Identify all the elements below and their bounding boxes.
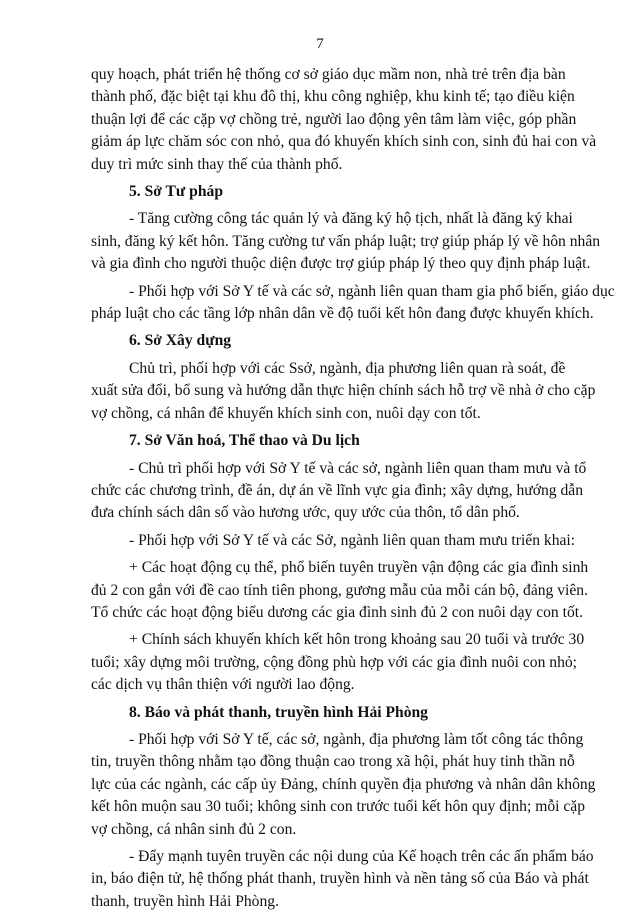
text-line: - Chủ trì phối hợp với Sở Y tế và các sở, ngành liên quan tham mưu và tổ (129, 459, 587, 477)
text-line: - Phối hợp với Sở Y tế và các Sở, ngành liên quan tham mưu triển khai: (129, 531, 576, 549)
text-line: đủ 2 con gắn với đề cao tính tiên phong, gương mẫu của mỗi cán bộ, đảng viên. (91, 581, 588, 599)
text-line: + Chính sách khuyến khích kết hôn trong khoảng sau 20 tuổi và trước 30 (129, 631, 585, 649)
text-line: thanh, truyền hình Hải Phòng. (91, 892, 279, 910)
text-line: quy hoạch, phát triển hệ thống cơ sở giáo dục mầm non, nhà trẻ trên địa bàn (91, 66, 566, 83)
text-line: - Đẩy mạnh tuyên truyền các nội dung của Kế hoạch trên các ấn phẩm báo (129, 848, 594, 865)
paragraph (91, 846, 594, 913)
paragraph (91, 729, 596, 841)
text-line: giảm áp lực chăm sóc con nhỏ, qua đó khuyến khích sinh con, sinh đủ hai con và (91, 133, 597, 151)
text-line: lực của các ngành, các cấp ủy Đảng, chính quyền địa phương và nhân dân không (91, 775, 596, 793)
document-body (91, 64, 615, 918)
paragraph (91, 557, 589, 624)
text-line: thuận lợi để các cặp vợ chồng trẻ, người lao động yên tâm làm việc, góp phần (91, 110, 577, 128)
text-line: + Các hoạt động cụ thể, phổ biến tuyên truyền vận động các gia đình sinh (129, 559, 589, 577)
text-line: và gia đình cho người thuộc diện được trợ giúp pháp lý theo quy định pháp luật. (91, 255, 591, 273)
text-line: xuất sửa đổi, bổ sung và hướng dẫn thực hiện chính sách hỗ trợ về nhà ở cho cặp (91, 382, 596, 400)
paragraph (91, 281, 615, 326)
text-line: kết hôn muộn sau 30 tuổi; không sinh con trước tuổi kết hôn quy định; mỗi cặp (91, 798, 585, 816)
page-number: 7 (316, 36, 324, 52)
section-heading: 5. Sở Tư pháp (129, 183, 223, 201)
text-line: - Phối hợp với Sở Y tế, các sở, ngành, địa phương làm tốt công tác thông (129, 730, 584, 748)
text-line: tuổi; xây dựng môi trường, cộng đồng phù hợp với các gia đình nuôi con nhỏ; (91, 653, 578, 671)
text-line: đưa chính sách dân số vào hương ước, quy ước của thôn, tổ dân phố. (91, 504, 520, 522)
text-line: vợ chồng, cá nhân sinh đủ 2 con. (91, 820, 297, 838)
text-line: Tổ chức các hoạt động biểu dương các gia đình sinh đủ 2 con nuôi dạy con tốt. (91, 603, 583, 621)
paragraph (91, 629, 585, 696)
paragraph (91, 458, 587, 525)
paragraph (91, 208, 601, 275)
text-line: - Phối hợp với Sở Y tế và các sở, ngành liên quan tham gia phổ biến, giáo dục (129, 282, 615, 300)
paragraph (91, 358, 596, 425)
paragraph (91, 64, 597, 176)
text-line: duy trì mức sinh thay thế của thành phố. (91, 155, 343, 173)
text-line: pháp luật cho các tầng lớp nhân dân về độ tuổi kết hôn đang được khuyến khích. (91, 305, 594, 323)
section-heading: 8. Báo và phát thanh, truyền hình Hải Phòng (129, 703, 428, 721)
paragraph (91, 530, 576, 552)
text-line: chức các chương trình, đề án, dự án về lĩnh vực gia đình; xây dựng, hướng dẫn (91, 481, 584, 499)
text-line: vợ chồng, cá nhân để khuyến khích sinh con, nuôi dạy con tốt. (91, 404, 481, 422)
text-line: - Tăng cường công tác quản lý và đăng ký hộ tịch, nhất là đăng ký khai (129, 210, 573, 228)
text-line: Chủ trì, phối hợp với các Ssở, ngành, địa phương liên quan rà soát, đề (129, 359, 566, 377)
section-heading: 6. Sở Xây dựng (129, 332, 232, 350)
text-line: sinh, đăng ký kết hôn. Tăng cường tư vấn pháp luật; trợ giúp pháp lý về hôn nhân (91, 232, 601, 250)
section-heading: 7. Sở Văn hoá, Thể thao và Du lịch (129, 432, 360, 450)
text-line: thành phố, đặc biệt tại khu đô thị, khu công nghiệp, khu kinh tế; tạo điều kiện (91, 88, 575, 106)
text-line: các dịch vụ thân thiện với người lao động. (91, 676, 355, 694)
text-line: tin, truyền thông nhằm tạo đồng thuận cao trong xã hội, phát huy tinh thần nỗ (91, 753, 575, 771)
text-line: in, báo điện tử, hệ thống phát thanh, truyền hình và nền tảng số của Báo và phát (91, 870, 589, 888)
